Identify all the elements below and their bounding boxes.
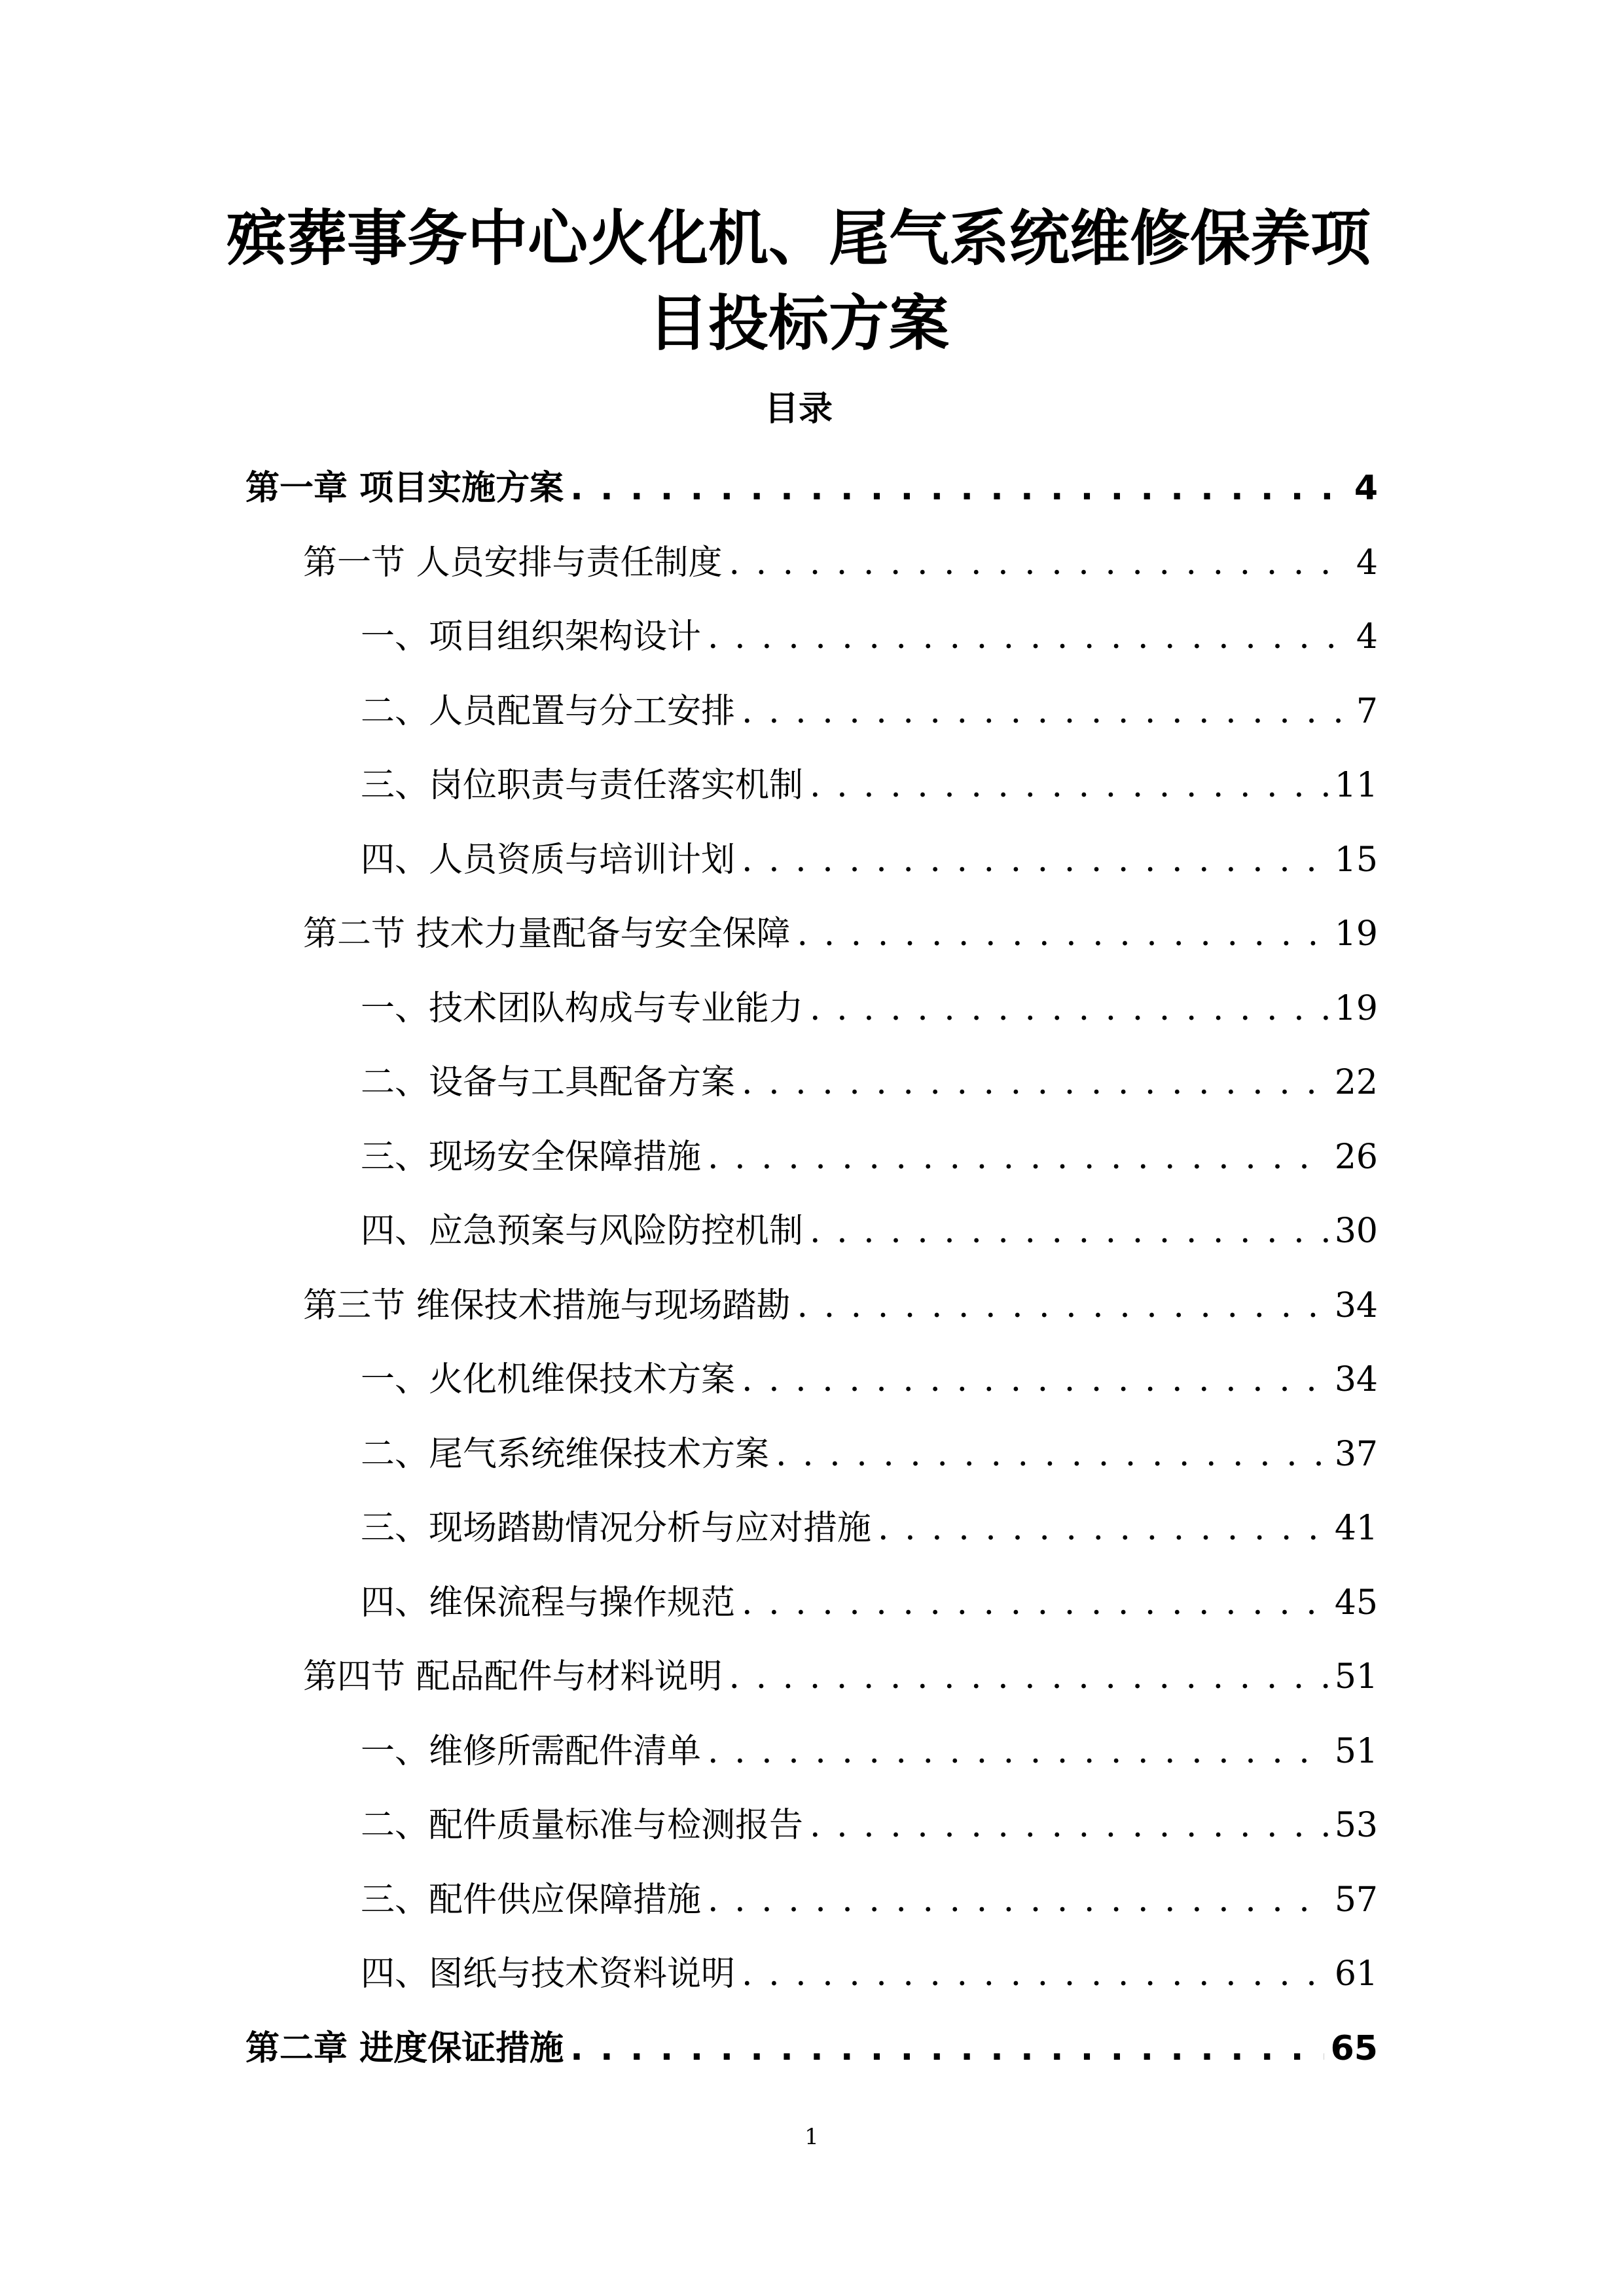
toc-entry-page: 30 xyxy=(1334,1211,1378,1251)
toc-entry-title: 四、应急预案与风险防控机制 xyxy=(361,1211,804,1251)
toc-entry-title: 二、人员配置与分工安排 xyxy=(361,691,736,731)
toc-dot-leader xyxy=(708,600,1345,675)
toc-entry-title: 二、配件质量标准与检测报告 xyxy=(361,1806,804,1845)
toc-dot-leader xyxy=(742,1566,1328,1641)
toc-entry[interactable] xyxy=(245,675,1378,749)
toc-entry-title: 三、岗位职责与责任落实机制 xyxy=(361,766,804,805)
toc-entry-title: 三、现场安全保障措施 xyxy=(361,1137,702,1177)
toc-entry[interactable] xyxy=(245,1715,1378,1789)
toc-entry-page: 51 xyxy=(1334,1731,1378,1771)
toc-entry-title: 一、维修所需配件清单 xyxy=(361,1731,702,1771)
toc-entry[interactable] xyxy=(245,1937,1378,2012)
toc-entry-title: 第二节 技术力量配备与安全保障 xyxy=(303,914,791,954)
toc-heading: 目录 xyxy=(764,389,833,429)
toc-entry-page: 61 xyxy=(1334,1954,1378,1994)
toc-dot-leader xyxy=(797,897,1328,972)
toc-dot-leader xyxy=(742,1046,1328,1121)
toc-entry[interactable] xyxy=(245,2012,1378,2087)
toc-dot-leader xyxy=(742,823,1328,898)
toc-entry-title: 一、项目组织架构设计 xyxy=(361,617,702,656)
toc-entry[interactable] xyxy=(245,1640,1378,1715)
toc-entry-title: 四、图纸与技术资料说明 xyxy=(361,1954,736,1994)
toc-entry[interactable] xyxy=(245,823,1378,898)
toc-entry-title: 一、技术团队构成与专业能力 xyxy=(361,988,804,1028)
toc-entry-title: 第一章 项目实施方案 xyxy=(245,469,564,508)
toc-entry-title: 第四节 配品配件与材料说明 xyxy=(303,1657,723,1696)
toc-entry-page: 34 xyxy=(1334,1360,1378,1399)
toc-dot-leader xyxy=(742,675,1345,749)
toc-entry[interactable] xyxy=(245,897,1378,972)
toc-entry-page: 26 xyxy=(1334,1137,1378,1177)
toc-entry-page: 53 xyxy=(1334,1806,1378,1845)
toc-entry[interactable] xyxy=(245,1492,1378,1566)
toc-dot-leader xyxy=(729,1640,1328,1715)
document-title-line-2: 目投标方案 xyxy=(647,289,949,359)
toc-entry-page: 4 xyxy=(1356,543,1378,583)
toc-dot-leader xyxy=(810,749,1328,823)
toc-entry[interactable] xyxy=(245,1269,1378,1344)
toc-entry[interactable] xyxy=(245,1418,1378,1492)
toc-entry-page: 51 xyxy=(1334,1657,1378,1696)
toc-entry-page: 15 xyxy=(1334,840,1378,880)
toc-entry-title: 三、配件供应保障措施 xyxy=(361,1880,702,1920)
toc-entry-title: 二、尾气系统维保技术方案 xyxy=(361,1434,770,1474)
toc-entry-page: 4 xyxy=(1354,469,1378,508)
toc-dot-leader xyxy=(878,1492,1328,1566)
toc-entry-page: 65 xyxy=(1330,2028,1378,2068)
toc-dot-leader xyxy=(708,1121,1328,1195)
toc-entry[interactable] xyxy=(245,972,1378,1047)
toc-entry-title: 第三节 维保技术措施与现场踏勘 xyxy=(303,1285,791,1325)
toc-entry-page: 37 xyxy=(1334,1434,1378,1474)
toc-dot-leader xyxy=(729,526,1345,601)
toc-entry[interactable] xyxy=(245,526,1378,601)
toc-entry[interactable] xyxy=(245,1194,1378,1269)
toc-entry-title: 第一节 人员安排与责任制度 xyxy=(303,543,723,583)
toc-entry-page: 22 xyxy=(1334,1063,1378,1102)
toc-entry[interactable] xyxy=(245,1046,1378,1121)
toc-dot-leader xyxy=(810,972,1328,1047)
toc-dot-leader xyxy=(742,1937,1328,2012)
toc-entry-title: 二、设备与工具配备方案 xyxy=(361,1063,736,1102)
toc-entry-page: 41 xyxy=(1334,1509,1378,1548)
toc-dot-leader xyxy=(742,1343,1328,1418)
toc-entry-title: 四、维保流程与操作规范 xyxy=(361,1583,736,1623)
toc-entry[interactable] xyxy=(245,452,1378,526)
toc-entry-title: 三、现场踏勘情况分析与应对措施 xyxy=(361,1509,872,1548)
toc-entry[interactable] xyxy=(245,749,1378,823)
toc-dot-leader xyxy=(708,1863,1328,1938)
page-number: 1 xyxy=(804,2124,819,2150)
toc-entry[interactable] xyxy=(245,1863,1378,1938)
toc-entry-page: 7 xyxy=(1356,691,1378,731)
toc-entry-title: 四、人员资质与培训计划 xyxy=(361,840,736,880)
toc-dot-leader xyxy=(776,1418,1328,1492)
toc-entry[interactable] xyxy=(245,1566,1378,1641)
toc-entry-title: 一、火化机维保技术方案 xyxy=(361,1360,736,1399)
toc-entry-page: 4 xyxy=(1356,617,1378,656)
toc-entry-page: 45 xyxy=(1334,1583,1378,1623)
toc-dot-leader xyxy=(570,2012,1324,2087)
toc-entry[interactable] xyxy=(245,1343,1378,1418)
toc-dot-leader xyxy=(810,1789,1328,1863)
toc-entry-page: 57 xyxy=(1334,1880,1378,1920)
toc-entry[interactable] xyxy=(245,1789,1378,1863)
toc-entry-page: 19 xyxy=(1334,914,1378,954)
toc-dot-leader xyxy=(708,1715,1328,1789)
toc-entry-title: 第二章 进度保证措施 xyxy=(245,2028,564,2068)
document-title-line-1: 殡葬事务中心火化机、尾气系统维修保养项 xyxy=(226,204,1371,274)
toc-dot-leader xyxy=(797,1269,1328,1344)
toc-dot-leader xyxy=(810,1194,1328,1269)
toc-entry[interactable] xyxy=(245,600,1378,675)
table-of-contents xyxy=(245,452,1378,2086)
toc-entry-page: 19 xyxy=(1334,988,1378,1028)
toc-entry[interactable] xyxy=(245,1121,1378,1195)
toc-entry-page: 11 xyxy=(1334,766,1378,805)
toc-entry-page: 34 xyxy=(1334,1285,1378,1325)
toc-dot-leader xyxy=(570,452,1345,526)
